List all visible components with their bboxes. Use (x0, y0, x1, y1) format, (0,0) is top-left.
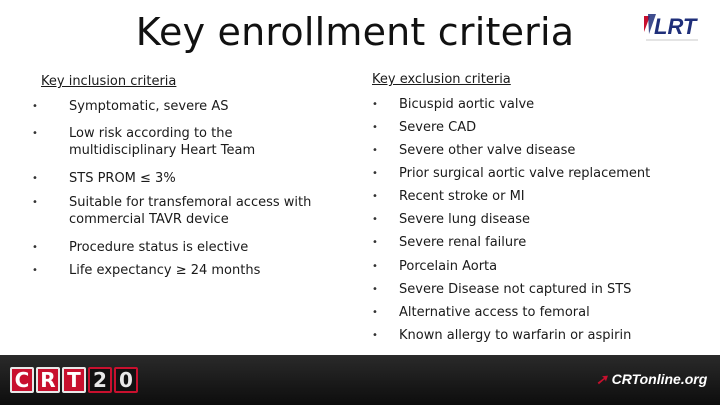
bullet: • (32, 101, 38, 112)
bullet: • (372, 284, 378, 295)
bullet: • (372, 145, 378, 156)
list-item-text: Recent stroke or MI (399, 189, 525, 204)
list-item (32, 262, 329, 279)
list-item-text: Procedure status is elective (69, 240, 249, 255)
list-item-text: Symptomatic, severe AS (69, 99, 229, 114)
lrt-logo-text: LRT (654, 14, 697, 39)
list-item-text: Alternative access to femoral (399, 305, 590, 320)
list-item (32, 239, 329, 256)
crt20-digit: 0 (114, 367, 138, 393)
crtonline-logo (596, 371, 707, 388)
list-item-text: Severe renal failure (399, 235, 527, 250)
bullet: • (372, 99, 378, 110)
bullet: • (32, 173, 38, 184)
list-item-text: STS PROM ≤ 3% (69, 171, 176, 186)
list-item (32, 98, 329, 115)
list-item-text: Suitable for transfemoral access with commercial TAVR device (69, 195, 312, 227)
crt20-logo (10, 365, 138, 395)
exclusion-heading: Key exclusion criteria (372, 72, 511, 87)
crt20-letter: R (36, 367, 60, 393)
bullet: • (32, 242, 38, 253)
page-title: Key enrollment criteria (135, 10, 575, 54)
bullet: • (372, 307, 378, 318)
bullet: • (372, 168, 378, 179)
bullet: • (372, 261, 378, 272)
list-item-text: Bicuspid aortic valve (399, 97, 535, 112)
list-item (372, 119, 699, 136)
list-item (372, 258, 699, 275)
bullet: • (372, 191, 378, 202)
crt20-letter: C (10, 367, 34, 393)
crt20-digit: 2 (88, 367, 112, 393)
list-item-text: Severe lung disease (399, 212, 530, 227)
list-item-text: Known allergy to warfarin or aspirin (399, 328, 632, 343)
bullet: • (32, 265, 38, 276)
swoosh-icon: ➚ (596, 371, 608, 387)
crtonline-logo-text: CRTonline.org (611, 371, 708, 387)
list-item-text: Low risk according to the multidisciplinary Heart Team (69, 126, 256, 158)
footer-bar (0, 355, 720, 405)
bullet: • (372, 237, 378, 248)
list-item-text: Life expectancy ≥ 24 months (69, 263, 261, 278)
list-item (372, 234, 699, 251)
list-item-text: Severe Disease not captured in STS (399, 282, 632, 297)
list-item (32, 125, 329, 159)
bullet: • (32, 197, 38, 208)
list-item-text: Prior surgical aortic valve replacement (399, 166, 651, 181)
list-item (372, 188, 699, 205)
inclusion-heading: Key inclusion criteria (41, 74, 177, 89)
list-item (372, 211, 699, 228)
list-item-text: Severe CAD (399, 120, 477, 135)
list-item (372, 165, 699, 182)
list-item (32, 170, 329, 187)
list-item-text: Severe other valve disease (399, 143, 576, 158)
crt20-letter: T (62, 367, 86, 393)
list-item (372, 327, 699, 344)
list-item-text: Porcelain Aorta (399, 259, 498, 274)
bullet: • (372, 214, 378, 225)
list-item (372, 281, 699, 298)
list-item (32, 194, 329, 228)
lrt-logo (640, 8, 702, 46)
list-item (372, 304, 699, 321)
list-item (372, 96, 699, 113)
bullet: • (372, 122, 378, 133)
list-item (372, 142, 699, 159)
bullet: • (372, 330, 378, 341)
bullet: • (32, 128, 38, 139)
